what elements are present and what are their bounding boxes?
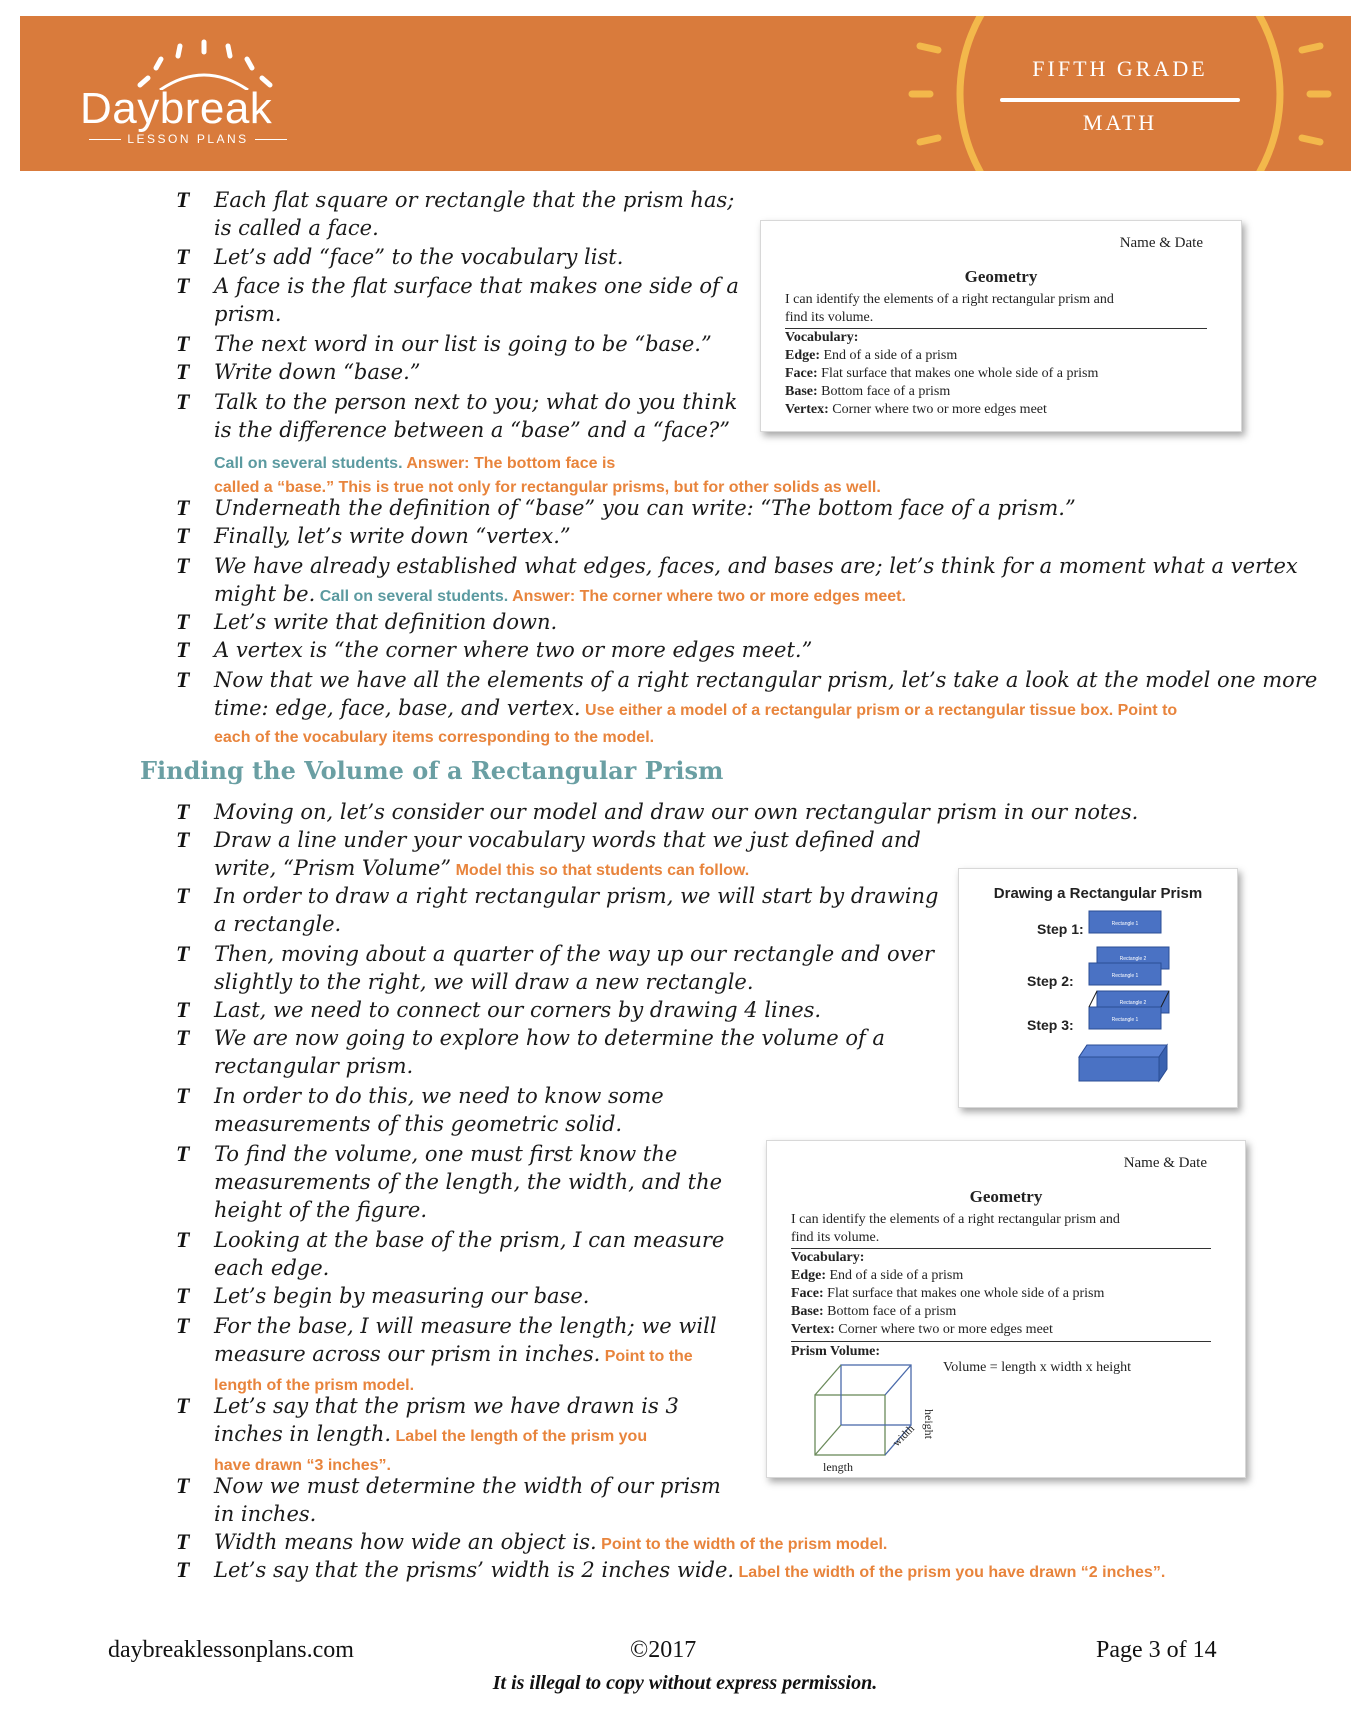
rect-label: Rectangle 1 — [1111, 973, 1139, 979]
footer-page-number: Page 3 of 14 — [1096, 1637, 1217, 1663]
script-line — [214, 1451, 391, 1475]
rect-label: Rectangle 1 — [1111, 1017, 1139, 1023]
script-line — [214, 912, 341, 936]
teacher-note-call: Call on several students. — [315, 588, 509, 605]
sun-decoration-icon — [900, 16, 1340, 171]
script-line — [214, 942, 934, 966]
teacher-marker: T — [176, 1025, 190, 1050]
rect-label: Rectangle 2 — [1119, 1000, 1147, 1006]
script-line — [214, 582, 906, 606]
script-line — [214, 1026, 885, 1050]
vocab-term: Edge: End of a side of a prism — [785, 348, 958, 363]
teacher-note-answer: Label the length of the prism you — [391, 1428, 648, 1445]
line-text: in inches. — [214, 1502, 317, 1526]
script-line — [214, 1342, 693, 1366]
drawing-steps-card — [958, 868, 1238, 1108]
vocab-term: Vertex: Corner where two or more edges meet — [791, 1322, 1053, 1337]
teacher-marker: T — [176, 523, 190, 548]
script-line — [214, 800, 1138, 824]
line-text: measure across our prism in inches. — [214, 1342, 601, 1366]
teacher-marker: T — [176, 883, 190, 908]
footer-site: daybreaklessonplans.com — [108, 1637, 354, 1663]
wireframe-prism-diagram — [767, 1141, 1245, 1477]
script-line — [214, 1558, 1165, 1582]
teacher-marker: T — [176, 389, 190, 414]
name-date-label: Name & Date — [1119, 235, 1203, 251]
prism-steps-diagram — [959, 869, 1237, 1107]
script-line — [214, 188, 734, 212]
script-line — [214, 1256, 329, 1280]
teacher-marker: T — [176, 273, 190, 298]
script-line — [214, 418, 730, 442]
vocab-term: Face: Flat surface that makes one whole side of a prism — [791, 1286, 1105, 1301]
line-text: Finally, let’s write down “vertex.” — [214, 524, 571, 548]
line-text: Then, moving about a quarter of the way up our rectangle and over — [214, 942, 934, 966]
vocab-heading: Vocabulary: — [791, 1250, 865, 1265]
script-line — [214, 1314, 717, 1338]
line-text: A vertex is “the corner where two or more edges meet.” — [214, 638, 813, 662]
teacher-marker: T — [176, 1557, 190, 1582]
line-text: Looking at the base of the prism, I can measure — [214, 1228, 725, 1252]
script-line — [214, 1112, 622, 1136]
line-text: write, “Prism Volume” — [214, 856, 452, 880]
line-text: Let’s say that the prisms’ width is 2 inches wide. — [214, 1558, 735, 1582]
script-line — [214, 723, 654, 747]
line-text: Last, we need to connect our corners by drawing 4 lines. — [214, 998, 822, 1022]
teacher-marker: T — [176, 359, 190, 384]
line-text: Let’s say that the prism we have drawn is 3 — [214, 1394, 679, 1418]
script-line — [214, 524, 571, 548]
teacher-note-answer: have drawn “3 inches”. — [214, 1457, 391, 1474]
script-line — [214, 554, 1298, 578]
script-line — [214, 1422, 647, 1446]
footer-warning: It is illegal to copy without express permission. — [492, 1672, 878, 1694]
height-label: height — [922, 1409, 936, 1439]
script-line — [214, 1084, 664, 1108]
prism-volume-card-thumbnail — [766, 1140, 1246, 1478]
teacher-marker: T — [176, 827, 190, 852]
script-line — [214, 1530, 887, 1554]
objective-line: find its volume. — [791, 1230, 880, 1245]
script-line — [214, 1371, 414, 1395]
line-text: Now we must determine the width of our prism — [214, 1474, 721, 1498]
vocabulary-card-thumbnail — [760, 220, 1242, 432]
line-text: inches in length. — [214, 1422, 392, 1446]
script-line — [214, 496, 1076, 520]
teacher-marker: T — [176, 1473, 190, 1498]
line-text: might be. — [214, 582, 316, 606]
teacher-note-answer: Answer: The bottom face is — [402, 455, 616, 472]
line-text: is the difference between a “base” and a “face?” — [214, 418, 730, 442]
script-line — [214, 1474, 721, 1498]
teacher-note-answer: Answer: The corner where two or more edges meet. — [508, 588, 906, 605]
grade-label: FIFTH GRADE — [1032, 56, 1208, 81]
script-line — [214, 668, 1317, 692]
line-text: Now that we have all the elements of a right rectangular prism, let’s take a look at the model one more — [214, 668, 1318, 692]
line-text: Moving on, let’s consider our model and draw our own rectangular prism in our notes. — [214, 800, 1139, 824]
line-text: time: edge, face, base, and vertex. — [214, 696, 581, 720]
teacher-marker: T — [176, 799, 190, 824]
script-line — [214, 610, 557, 634]
line-text: We are now going to explore how to determine the volume of a — [214, 1026, 885, 1050]
line-text: Let’s begin by measuring our base. — [214, 1284, 590, 1308]
rect-label: Rectangle 1 — [1111, 921, 1139, 927]
script-line — [214, 638, 812, 662]
teacher-marker: T — [176, 609, 190, 634]
logo-wordmark: Daybreak — [80, 84, 273, 133]
line-text: a rectangle. — [214, 912, 342, 936]
script-line — [214, 1502, 316, 1526]
teacher-note-answer: length of the prism model. — [214, 1377, 415, 1394]
line-text: height of the figure. — [214, 1198, 428, 1222]
step-label: Step 1: — [1037, 921, 1084, 937]
header-banner — [20, 16, 1351, 171]
line-text: Underneath the definition of “base” you can write: “The bottom face of a prism.” — [214, 496, 1076, 520]
script-line — [214, 1054, 413, 1078]
line-text: In order to draw a right rectangular prism, we will start by drawing — [214, 884, 939, 908]
line-text: Draw a line under your vocabulary words that we just defined and — [214, 828, 921, 852]
vocab-term: Base: Bottom face of a prism — [791, 1304, 957, 1319]
teacher-note-answer: Point to the — [600, 1348, 693, 1365]
teacher-marker: T — [176, 1283, 190, 1308]
footer-copyright: ©2017 — [630, 1637, 697, 1663]
script-line — [214, 332, 712, 356]
teacher-marker: T — [176, 1141, 190, 1166]
teacher-note-answer: Use either a model of a rectangular prism or a rectangular tissue box. Point to — [580, 702, 1178, 719]
line-text: measurements of the length, the width, and the — [214, 1170, 723, 1194]
prism-volume-heading: Prism Volume: — [791, 1344, 881, 1359]
script-line — [214, 828, 921, 852]
script-line — [214, 1198, 427, 1222]
objective-line: I can identify the elements of a right rectangular prism and — [791, 1212, 1120, 1227]
teacher-marker: T — [176, 1313, 190, 1338]
objective-line: I can identify the elements of a right rectangular prism and — [785, 292, 1114, 307]
subject-label: MATH — [1082, 110, 1158, 135]
script-line — [214, 884, 938, 908]
objective-line: find its volume. — [785, 310, 874, 325]
script-line — [214, 216, 379, 240]
line-text: rectangular prism. — [214, 1054, 414, 1078]
teacher-marker: T — [176, 1227, 190, 1252]
logo-subtitle: LESSON PLANS — [78, 132, 298, 146]
line-text: Each flat square or rectangle that the prism has; — [214, 188, 735, 212]
step-label: Step 2: — [1027, 973, 1074, 989]
line-text: Write down “base.” — [214, 360, 421, 384]
teacher-note-answer: called a “base.” This is true not only for rectangular prisms, but for other solids as well. — [214, 479, 881, 496]
teacher-note-answer: each of the vocabulary items corresponding to the model. — [214, 729, 655, 746]
line-text: In order to do this, we need to know some — [214, 1084, 664, 1108]
line-text: Let’s write that definition down. — [214, 610, 558, 634]
teacher-marker: T — [176, 1083, 190, 1108]
teacher-marker: T — [176, 637, 190, 662]
script-line — [214, 360, 421, 384]
line-text: For the base, I will measure the length; we will — [214, 1314, 717, 1338]
line-text: prism. — [214, 302, 282, 326]
teacher-marker: T — [176, 1529, 190, 1554]
script-line — [214, 696, 1177, 720]
line-text: measurements of this geometric solid. — [214, 1112, 623, 1136]
line-text: Let’s add “face” to the vocabulary list. — [214, 245, 624, 269]
vocab-heading: Vocabulary: — [785, 330, 859, 345]
length-label: length — [823, 1460, 853, 1474]
teacher-note-answer: Label the width of the prism you have drawn “2 inches”. — [734, 1564, 1166, 1581]
line-text: To find the volume, one must first know the — [214, 1142, 678, 1166]
teacher-note-call: Call on several students. — [214, 455, 403, 472]
width-label: width — [890, 1422, 917, 1450]
teacher-marker: T — [176, 331, 190, 356]
line-text: The next word in our list is going to be “base.” — [214, 332, 712, 356]
script-line — [214, 274, 739, 298]
teacher-note-answer: Model this so that students can follow. — [451, 862, 750, 879]
teacher-marker: T — [176, 553, 190, 578]
script-line — [214, 302, 282, 326]
teacher-marker: T — [176, 495, 190, 520]
script-line — [214, 449, 615, 473]
line-text: We have already established what edges, faces, and bases are; let’s think for a moment what a vertex — [214, 554, 1298, 578]
teacher-note-answer: Point to the width of the prism model. — [596, 1536, 888, 1553]
step-label: Step 3: — [1027, 1017, 1074, 1033]
volume-formula: Volume = length x width x height — [943, 1360, 1132, 1375]
teacher-marker: T — [176, 667, 190, 692]
script-line — [214, 970, 754, 994]
script-line — [214, 473, 881, 497]
teacher-marker: T — [176, 244, 190, 269]
teacher-marker: T — [176, 1393, 190, 1418]
script-line — [214, 1170, 722, 1194]
teacher-marker: T — [176, 941, 190, 966]
script-line — [214, 1284, 589, 1308]
header-divider — [1000, 98, 1240, 102]
script-line — [214, 390, 737, 414]
teacher-marker: T — [176, 997, 190, 1022]
script-line — [214, 856, 749, 880]
card-title: Geometry — [964, 267, 1038, 286]
script-line — [214, 1394, 679, 1418]
vocab-term: Vertex: Corner where two or more edges meet — [785, 402, 1047, 417]
line-text: Talk to the person next to you; what do you think — [214, 390, 738, 414]
script-line — [214, 1228, 724, 1252]
script-line — [214, 998, 821, 1022]
line-text: Width means how wide an object is. — [214, 1530, 597, 1554]
vocab-term: Edge: End of a side of a prism — [791, 1268, 964, 1283]
sun-rays-logo-icon — [120, 30, 290, 90]
script-line — [214, 245, 623, 269]
vocab-term: Base: Bottom face of a prism — [785, 384, 951, 399]
line-text: A face is the flat surface that makes one side of a — [214, 274, 739, 298]
section-heading: Finding the Volume of a Rectangular Prism — [140, 756, 724, 785]
rect-label: Rectangle 2 — [1119, 956, 1147, 962]
card-title: Drawing a Rectangular Prism — [993, 885, 1203, 902]
teacher-marker: T — [176, 187, 190, 212]
script-line — [214, 1142, 677, 1166]
card-title: Geometry — [969, 1187, 1043, 1206]
vocab-term: Face: Flat surface that makes one whole side of a prism — [785, 366, 1099, 381]
line-text: slightly to the right, we will draw a new rectangle. — [214, 970, 754, 994]
line-text: is called a face. — [214, 216, 379, 240]
line-text: each edge. — [214, 1256, 330, 1280]
name-date-label: Name & Date — [1123, 1155, 1207, 1171]
